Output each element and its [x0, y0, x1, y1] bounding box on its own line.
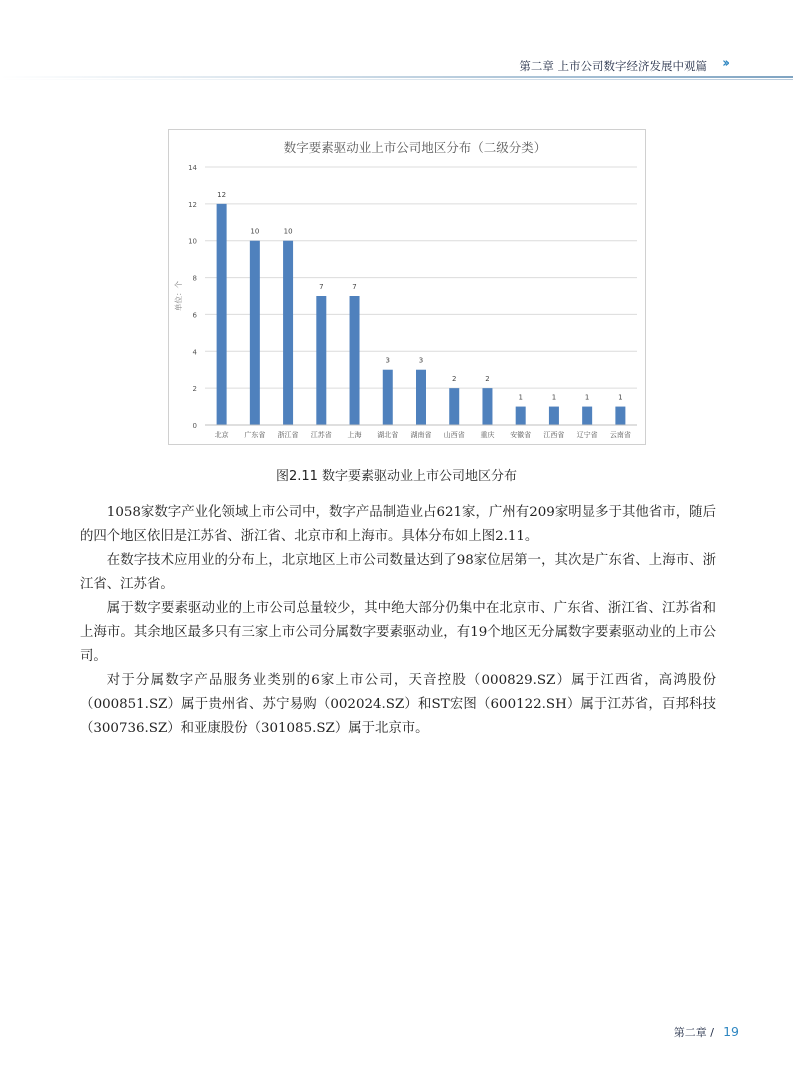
paragraph: 对于分属数字产品服务业类别的6家上市公司，天音控股（000829.SZ）属于江西省，高鸿股份（000851.SZ）属于贵州省、苏宁易购（002024.SZ）和ST宏图（600122.SH）属于江苏省，百邦科技（300736.SZ）和亚康股份（301085.SZ）属于北京市。	[80, 673, 716, 736]
y-tick-label: 10	[188, 237, 197, 246]
x-tick-label: 湖南省	[410, 431, 432, 439]
chevron-right-icon: ››	[722, 56, 727, 71]
data-label: 1	[551, 393, 557, 402]
bar	[516, 407, 526, 425]
data-label: 12	[217, 190, 227, 199]
y-tick-label: 14	[188, 164, 197, 172]
x-tick-label: 广东省	[244, 431, 266, 439]
bar	[383, 370, 393, 425]
x-tick-label: 湖北省	[377, 431, 399, 439]
bar	[482, 388, 492, 425]
running-header	[0, 56, 793, 78]
x-tick-label: 北京	[214, 431, 229, 439]
x-tick-label: 浙江省	[277, 431, 299, 439]
data-label: 10	[250, 227, 260, 236]
data-label: 10	[283, 227, 293, 236]
data-label: 3	[385, 356, 391, 365]
page-footer	[674, 1021, 739, 1040]
paragraph: 属于数字要素驱动业的上市公司总量较少，其中绝大部分仍集中在北京市、广东省、浙江省、江苏省和上海市。其余地区最多只有三家上市公司分属数字要素驱动业，有19个地区无分属数字要素驱动业的上市公司。	[80, 601, 716, 664]
chart-title: 数字要素驱动业上市公司地区分布（二级分类）	[283, 140, 547, 155]
bar	[217, 204, 227, 425]
y-tick-label: 8	[192, 274, 197, 283]
x-tick-label: 山西省	[443, 431, 465, 439]
data-label: 3	[418, 356, 424, 365]
bar	[416, 370, 426, 425]
data-label: 1	[618, 393, 623, 402]
bar	[449, 388, 459, 425]
bar	[615, 407, 625, 425]
x-tick-label: 江西省	[543, 431, 565, 439]
paragraph: 1058家数字产业化领域上市公司中，数字产品制造业占621家，广州有209家明显多于其他省市，随后的四个地区依旧是江苏省、浙江省、北京市和上海市。具体分布如上图2.11。	[80, 505, 716, 544]
data-label: 1	[518, 393, 523, 402]
data-label: 7	[319, 283, 324, 291]
data-label: 7	[352, 283, 357, 291]
body-text	[80, 501, 716, 741]
y-tick-label: 2	[192, 385, 197, 394]
bar	[316, 296, 326, 425]
figure-caption: 图2.11 数字要素驱动业上市公司地区分布	[275, 469, 518, 484]
y-tick-label: 6	[192, 311, 197, 320]
x-tick-label: 上海	[347, 431, 362, 439]
y-tick-label: 4	[192, 348, 197, 357]
bar	[350, 296, 360, 425]
bar-chart	[168, 129, 646, 445]
x-tick-label: 辽宁省	[576, 431, 598, 439]
y-tick-label: 0	[192, 422, 197, 430]
y-tick-label: 12	[188, 200, 197, 209]
footer-chapter: 第二章 /	[673, 1026, 714, 1039]
running-header-title: 第二章 上市公司数字经济发展中观篇	[519, 59, 707, 73]
chart-svg	[169, 130, 645, 444]
bar	[549, 407, 559, 425]
paragraph: 在数字技术应用业的分布上，北京地区上市公司数量达到了98家位居第一，其次是广东省、上海市、浙江省、江苏省。	[80, 553, 716, 592]
bar	[582, 407, 592, 425]
header-rule-thin	[0, 79, 793, 80]
data-label: 1	[584, 393, 590, 402]
data-label: 2	[485, 375, 490, 384]
x-tick-label: 安徽省	[510, 431, 532, 439]
y-axis-label: 单位：个	[174, 281, 183, 311]
x-tick-label: 江苏省	[310, 431, 332, 439]
bar	[250, 241, 260, 425]
x-tick-label: 云南省	[609, 431, 631, 439]
bar	[283, 241, 293, 425]
x-tick-label: 重庆	[480, 431, 495, 439]
page-number: 19	[723, 1024, 739, 1039]
data-label: 2	[451, 375, 457, 384]
header-rule	[0, 76, 793, 78]
